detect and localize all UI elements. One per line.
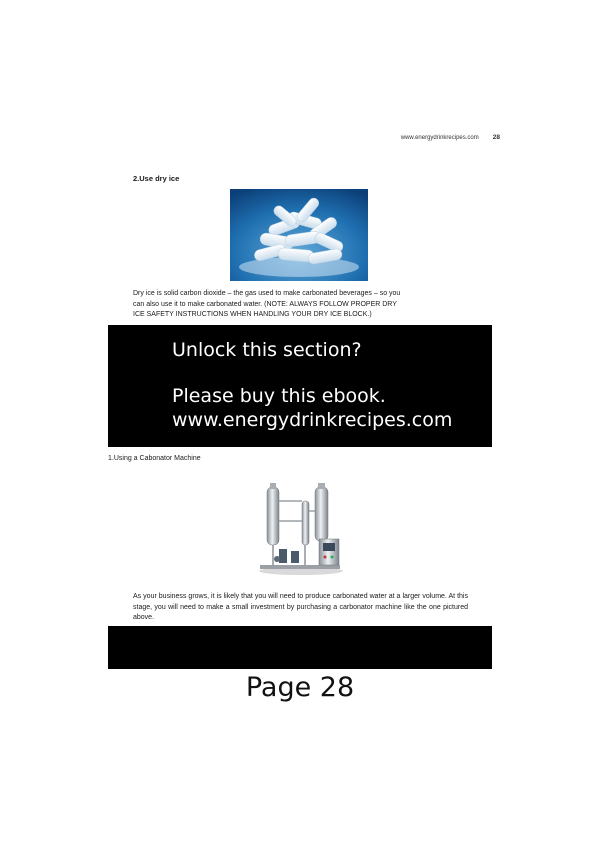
paragraph-line: can also use it to make carbonated water. (NOTE: ALWAYS FOLLOW PROPER DRY	[133, 300, 397, 308]
carbonator-paragraph: As your business grows, it is likely that you will need to produce carbonated water at a larger volume. At this stage, you will need to make a small investment by purchasing a carbonator machine like the one pictured above.	[133, 593, 468, 621]
dry-ice-photo-icon	[230, 189, 368, 281]
dry-ice-paragraph	[133, 289, 463, 321]
locked-section-overlay-bottom	[108, 626, 492, 669]
page-number-label: Page 28	[245, 672, 355, 703]
header-site: www.energydrinkrecipes.com	[400, 135, 479, 141]
section-title-dry-ice: 2.Use dry ice	[133, 174, 180, 183]
paragraph-line: ICE SAFETY INSTRUCTIONS WHEN HANDLING YOUR DRY ICE BLOCK.)	[133, 311, 372, 318]
header-page-number: 28	[492, 134, 500, 141]
buy-ebook-text: Please buy this ebook.	[172, 385, 386, 407]
dry-ice-image	[230, 189, 368, 281]
paragraph-line: Dry ice is solid carbon dioxide – the gas used to make carbonated beverages – so you	[133, 290, 401, 297]
unlock-prompt: Unlock this section?	[172, 339, 362, 361]
carbonator-machine-image	[257, 481, 344, 578]
carbonator-machine-photo-icon	[257, 481, 344, 578]
ebook-url: www.energydrinkrecipes.com	[172, 409, 453, 431]
section-title-carbonator: 1.Using a Cabonator Machine	[108, 455, 201, 462]
page-header	[401, 134, 500, 141]
